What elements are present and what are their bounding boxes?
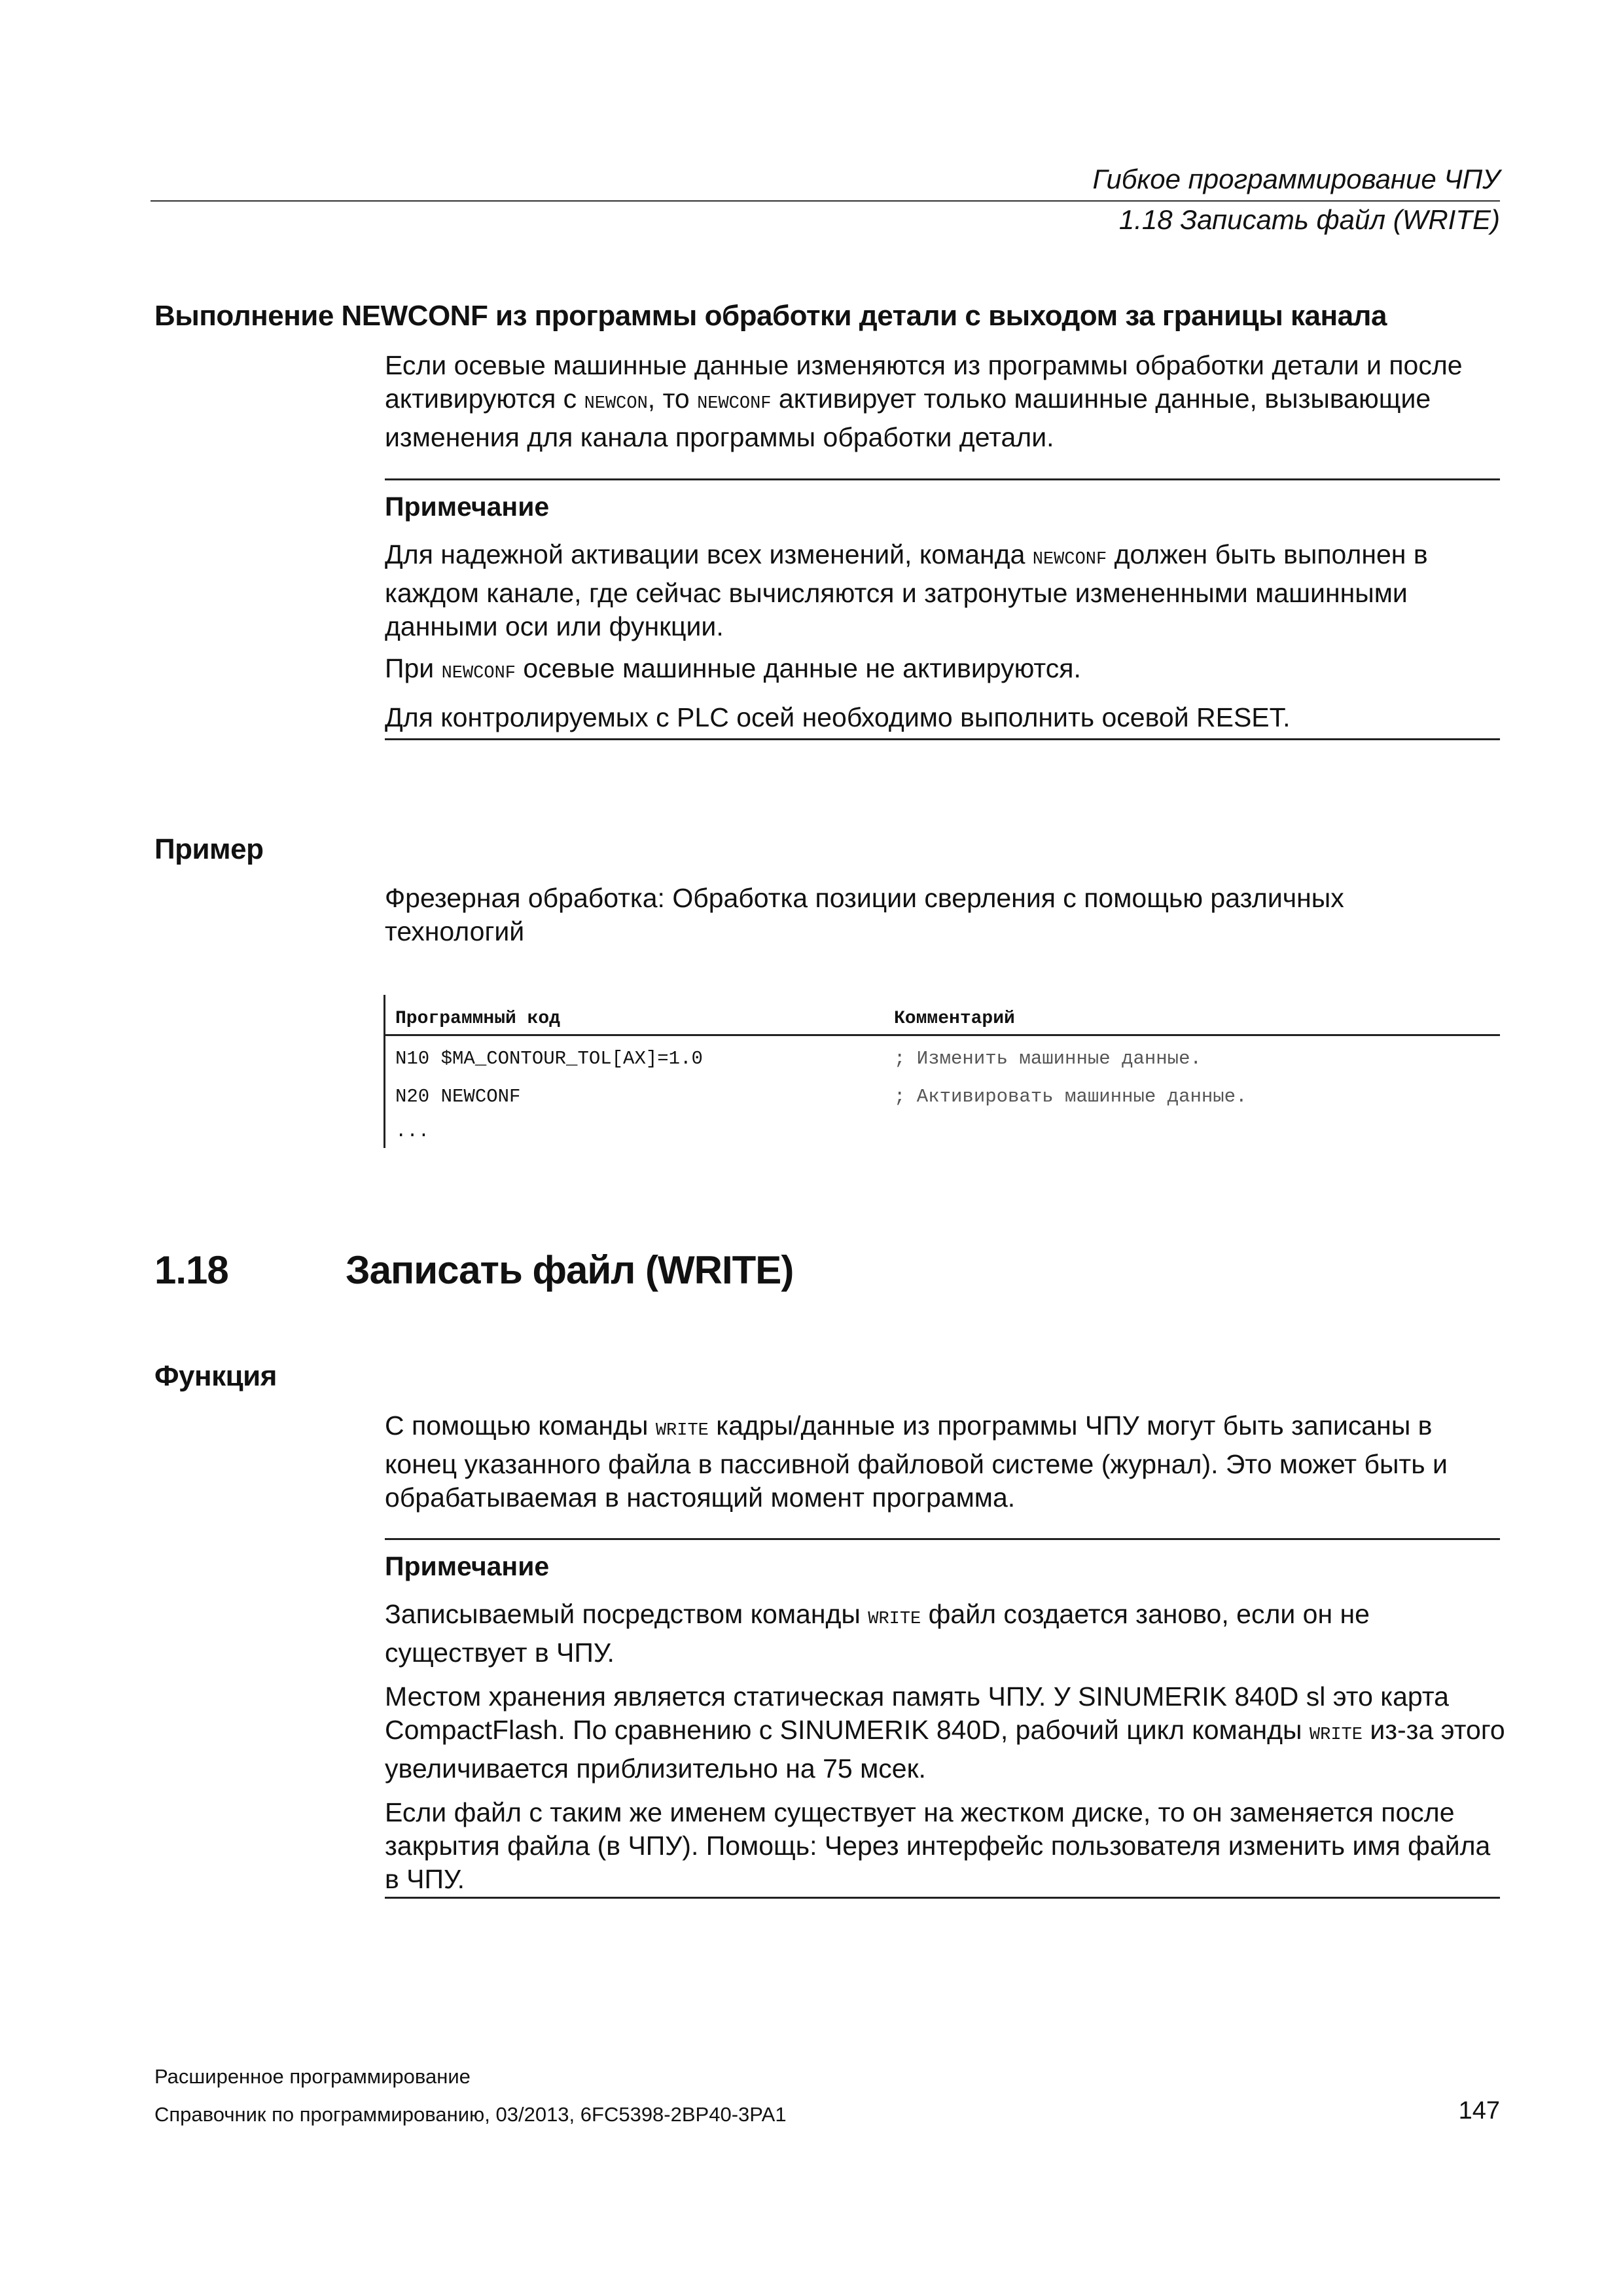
note-paragraph: Местом хранения является статическая память ЧПУ. У SINUMERIK 840D sl это карта CompactFlash. По сравнению с SINUMERIK 840D, рабочий цикл команды WRITE из-за этого увеличивается приблизительно на 75 мсек. [385,1681,1505,1784]
footer-reference: Справочник по программированию, 03/2013, 6FC5398-2BP40-3PA1 [154,2103,787,2126]
section-number: 1.18 [154,1248,228,1292]
note-top-rule [385,1538,1500,1540]
note-top-rule [385,478,1500,480]
section-heading-newconf: Выполнение NEWCONF из программы обработки детали с выходом за границы канала [154,300,1387,332]
function-heading: Функция [154,1360,277,1392]
column-header-code: Программный код [395,1009,561,1029]
note-bottom-rule [385,738,1500,740]
running-header-chapter: Гибкое программирование ЧПУ [1092,164,1500,194]
write-paragraph: С помощью команды WRITE кадры/данные из программы ЧПУ могут быть записаны в конец указанного файла в пассивной файловой системе (журнал). Это может быть и обрабатываемая в настоящий момент программа. [385,1410,1448,1513]
section-title: Записать файл (WRITE) [346,1248,794,1292]
note-paragraph: Для контролируемых с PLC осей необходимо выполнить осевой RESET. [385,702,1291,732]
note-paragraph: Записываемый посредством команды WRITE файл создается заново, если он не существует в ЧПУ. [385,1599,1370,1668]
note-title: Примечание [385,492,550,522]
note-paragraph: При NEWCONF осевые машинные данные не активируются. [385,653,1081,683]
column-header-comment: Комментарий [894,1009,1015,1029]
note-paragraph: Если файл с таким же именем существует на жестком диске, то он заменяется после закрытия файла (в ЧПУ). Помощь: Через интерфейс пользователя изменить имя файла в ЧПУ. [385,1797,1491,1894]
note-paragraph: Для надежной активации всех изменений, команда NEWCONF должен быть выполнен в каждом канале, где сейчас вычисляются и затронутые измененными машинными данными оси или функции. [385,539,1428,641]
code-table-left-border [383,995,385,1148]
header-rule [151,200,1500,202]
footer-book-title: Расширенное программирование [154,2065,471,2088]
page-number: 147 [1458,2097,1500,2125]
note-title: Примечание [385,1551,550,1581]
running-header-section: 1.18 Записать файл (WRITE) [1118,204,1500,235]
example-heading: Пример [154,833,264,865]
note-bottom-rule [385,1897,1500,1899]
example-description: Фрезерная обработка: Обработка позиции сверления с помощью различных технологий [385,883,1344,946]
newconf-paragraph: Если осевые машинные данные изменяются из программы обработки детали и после активируются с NEWCON, то NEWCONF активирует только машинные данные, вызывающие изменения для канала программы обработки детали. [385,350,1463,452]
code-table-header-rule [385,1034,1500,1036]
